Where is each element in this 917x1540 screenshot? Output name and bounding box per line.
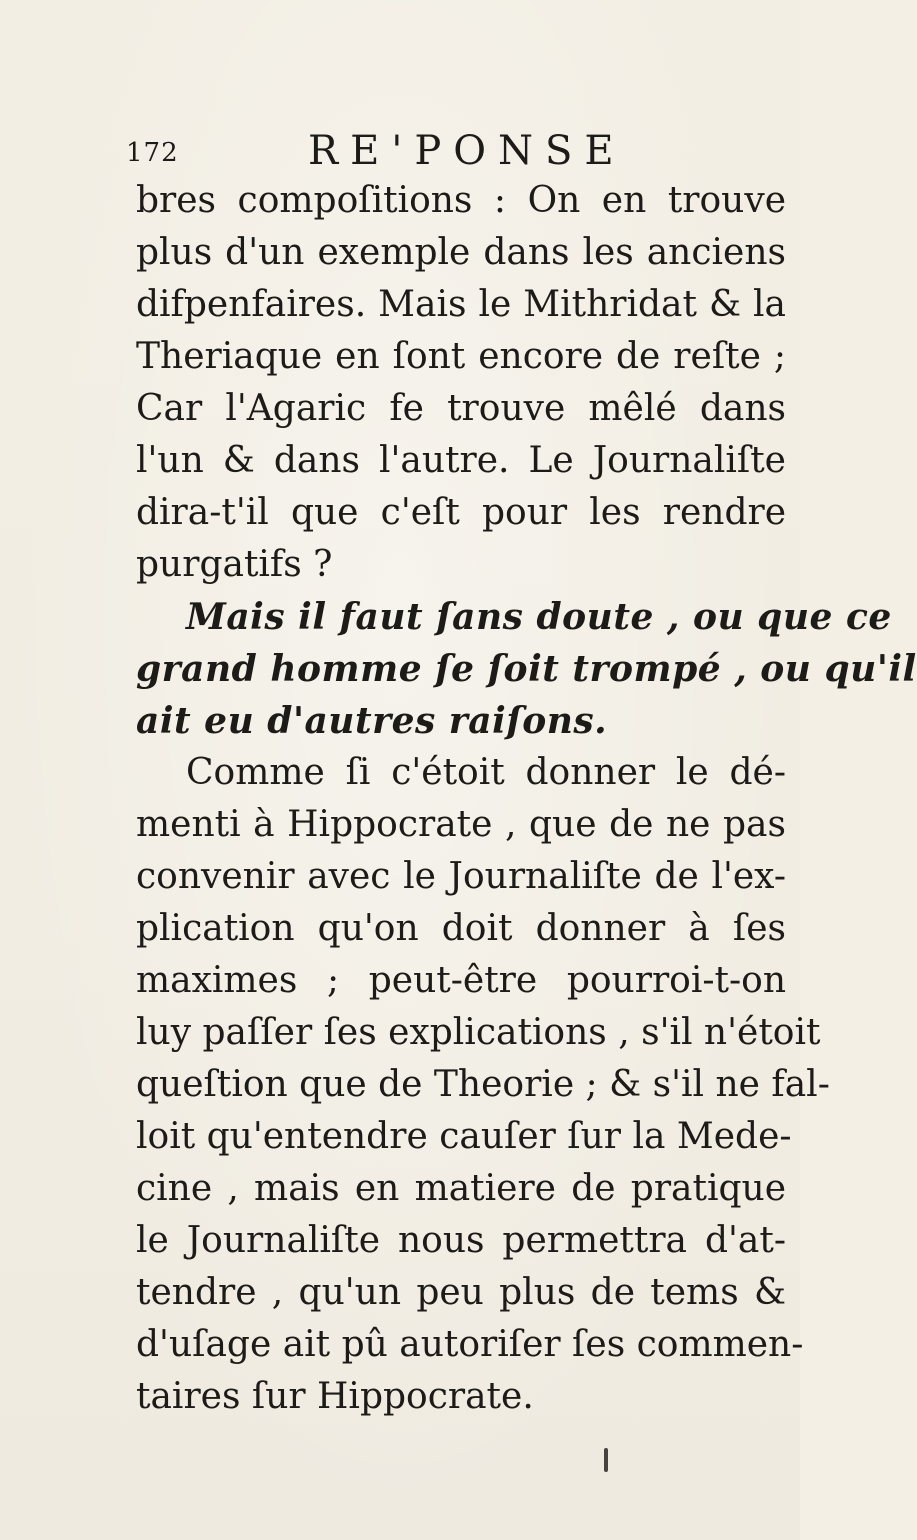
text-line: dira-t'il que c'eſt pour les rendre <box>136 492 786 533</box>
text-line: cine , mais en matiere de pratique <box>136 1168 786 1209</box>
text-line: luy paſſer ſes explications , s'il n'étoit <box>136 1012 821 1053</box>
page-header <box>126 128 686 178</box>
text-line: le Journaliſte nous permettra d'at- <box>136 1220 786 1261</box>
italic-quote-line: ait eu d'autres raiſons. <box>136 700 608 742</box>
text-line: Comme ſi c'étoit donner le dé- <box>186 752 786 793</box>
body-text <box>136 175 917 1423</box>
italic-quote-line: grand homme ſe ſoit trompé , ou qu'il <box>136 648 917 690</box>
text-line: bres compoſitions : On en trouve <box>136 180 786 221</box>
running-head: RE'PONSE <box>308 128 626 174</box>
text-line: difpenfaires. Mais le Mithridat & la <box>136 284 786 325</box>
ink-mark <box>604 1448 608 1472</box>
text-line: plus d'un exemple dans les anciens <box>136 232 786 273</box>
text-line: taires ſur Hippocrate. <box>136 1376 534 1417</box>
text-line: plication qu'on doit donner à ſes <box>136 908 786 949</box>
text-line: Theriaque en ſont encore de reſte ; <box>136 336 786 377</box>
text-line: loit qu'entendre cauſer ſur la Mede- <box>136 1116 792 1157</box>
text-line: purgatifs ? <box>136 544 333 585</box>
text-line: d'uſage ait pû autoriſer ſes commen- <box>136 1324 804 1365</box>
text-line: Car l'Agaric fe trouve mêlé dans <box>136 388 786 429</box>
italic-quote-line: Mais il faut ſans doute , ou que ce <box>186 596 892 638</box>
text-line: queſtion que de Theorie ; & s'il ne fal- <box>136 1064 830 1105</box>
page-number: 172 <box>126 138 179 168</box>
text-line: maximes ; peut-être pourroi-t-on <box>136 960 786 1001</box>
text-line: menti à Hippocrate , que de ne pas <box>136 804 786 845</box>
text-line: l'un & dans l'autre. Le Journaliſte <box>136 440 786 481</box>
text-line: tendre , qu'un peu plus de tems & <box>136 1272 786 1313</box>
text-line: convenir avec le Journaliſte de l'ex- <box>136 856 786 897</box>
